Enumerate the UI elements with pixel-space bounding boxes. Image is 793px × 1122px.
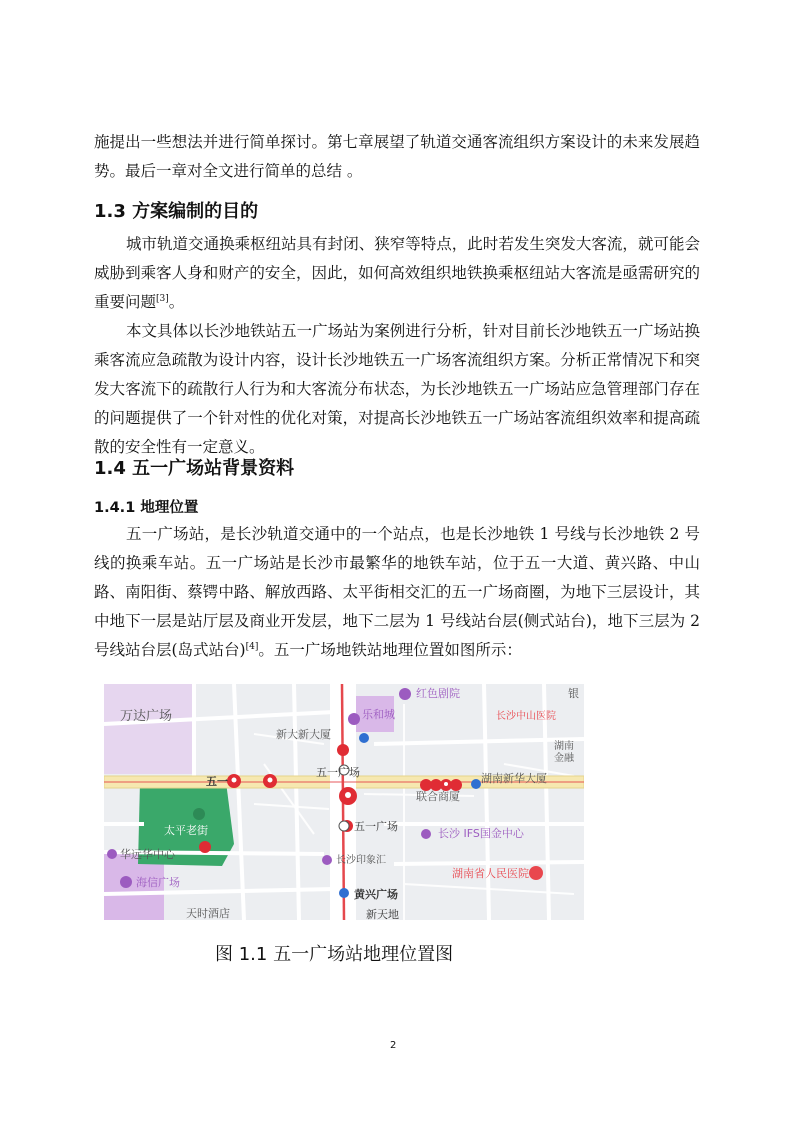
poi-hongse: 红色剧院 bbox=[416, 687, 460, 700]
heading-1-4: 1.4 五一广场站背景资料 bbox=[94, 458, 295, 479]
poi-yinxiang: 长沙印象汇 bbox=[336, 855, 386, 866]
road-wuyi: 五一 bbox=[206, 775, 228, 788]
poi-huayuan: 华远华中心 bbox=[120, 848, 175, 861]
poi-jinrong: 金融 bbox=[554, 753, 574, 764]
poi-huangxing: 黄兴广场 bbox=[354, 888, 398, 901]
poi-taiping: 太平老街 bbox=[164, 824, 208, 837]
paragraph-purpose-2: 本文具体以长沙地铁站五一广场站为案例进行分析，针对目前长沙地铁五一广场站换乘客流应急疏散为设计内容，设计长沙地铁五一广场客流组织方案。分析正常情况下和突发大客流下的疏散行人行为和大客流分布状态，为长沙地铁五一广场站应急管理部门存在的问题提供了一个针对性的优化对策，对提高长沙地铁五一广场站客流组织效率和提高疏散的安全性有一定意义。 bbox=[94, 322, 700, 456]
poi-xinda: 新大新大厦 bbox=[276, 728, 331, 741]
paragraph-text-end: 。 bbox=[168, 293, 185, 311]
paragraph-text-end: 。五一广场地铁站地理位置如图所示： bbox=[258, 641, 522, 659]
poi-hunan: 湖南 bbox=[554, 741, 574, 752]
poi-lehe: 乐和城 bbox=[362, 708, 395, 721]
poi-ifs: 长沙 IFS国金中心 bbox=[438, 827, 524, 840]
poi-tianshi: 天时酒店 bbox=[186, 907, 230, 920]
poi-zhongshan: 长沙中山医院 bbox=[496, 711, 556, 722]
poi-haixin: 海信广场 bbox=[136, 876, 180, 889]
heading-1-3: 1.3 方案编制的目的 bbox=[94, 201, 259, 222]
citation-ref[interactable]: [3] bbox=[156, 293, 169, 304]
heading-1-4-1: 1.4.1 地理位置 bbox=[94, 500, 199, 516]
poi-wuyi-station: 五一广场 bbox=[354, 820, 398, 833]
citation-ref[interactable]: [4] bbox=[245, 641, 259, 652]
poi-xinhua: 湖南新华大厦 bbox=[481, 772, 547, 785]
paragraph-text: 五一广场站，是长沙轨道交通中的一个站点，也是长沙地铁 1 号线与长沙地铁 2 号线的换乘车站。五一广场站是长沙市最繁华的地铁车站，位于五一大道、黄兴路、中山路、南阳街、蔡锷中路、解放西路、太平街相交汇的五一广场商圈，为地下三层设计，其中地下一层是站厅层及商业开发层，地下二层为 1 号线站台层(侧式站台)，地下三层为 2 号线站台层(岛式站台) bbox=[94, 525, 700, 659]
figure-caption: 图 1.1 五一广场站地理位置图 bbox=[215, 944, 454, 965]
poi-xintiandi: 新天地 bbox=[366, 908, 399, 920]
paragraph-text: 城市轨道交通换乘枢纽站具有封闭、狭窄等特点，此时若发生突发大客流，就可能会威胁到乘客人身和财产的安全，因此，如何高效组织地铁换乘枢纽站大客流是亟需研究的重要问题 bbox=[94, 235, 700, 311]
poi-wuyi-top: 五一广场 bbox=[316, 766, 360, 779]
poi-renmin: 湖南省人民医院 bbox=[452, 867, 529, 880]
poi-lianhe: 联合商厦 bbox=[416, 790, 460, 803]
poi-yin: 银 bbox=[568, 687, 579, 700]
map-figure bbox=[104, 684, 584, 920]
purple-area bbox=[104, 684, 194, 774]
paragraph-purpose-1 bbox=[94, 230, 700, 317]
paragraph-location bbox=[94, 520, 700, 665]
poi-wanda: 万达广场 bbox=[120, 709, 173, 724]
page-number: 2 bbox=[390, 1040, 397, 1051]
paragraph-intro-end: 施提出一些想法并进行简单探讨。第七章展望了轨道交通客流组织方案设计的未来发展趋势。最后一章对全文进行简单的总结 。 bbox=[94, 133, 700, 180]
